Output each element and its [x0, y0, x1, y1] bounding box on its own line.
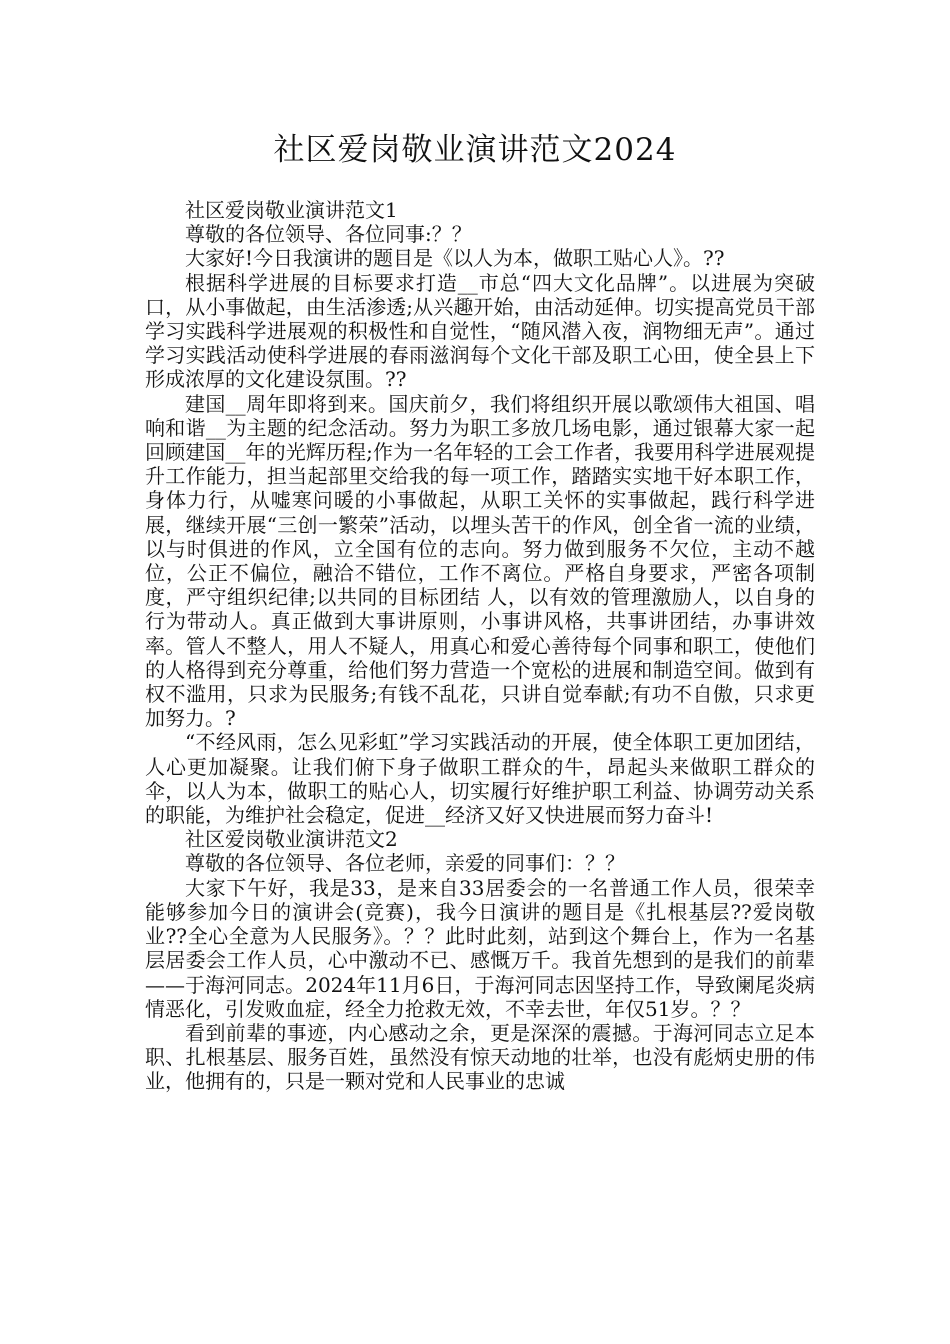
document-title: 社区爱岗敬业演讲范文2024 — [273, 132, 677, 168]
speech-2-heading: 社区爱岗敬业演讲范文2 — [185, 827, 398, 852]
speech-2-paragraph: 大家下午好，我是33，是来自33居委会的一名普通工作人员，很荣幸能够参加今日的演讲会(竞赛)，我今日演讲的题目是《扎根基层??爱岗敬业??全心全意为人民服务》。？？此时此刻，站到这个舞台上，作为一名基层居委会工作人员，心中激动不已、感慨万千。我首先想到的是我们的前辈——于海河同志。2024年11月6日，于海河同志因坚持工作，导致阑尾炎病情恶化，引发败血症，经全力抢救无效，不幸去世，年仅51岁。？？ — [145, 875, 815, 1021]
speech-2-salutation: 尊敬的各位领导、各位老师，亲爱的同事们：？？ — [185, 851, 625, 876]
speech-1-paragraph: 根据科学进展的目标要求打造__市总“四大文化品牌”。以进展为突破口，从小事做起，由生活渗透;从兴趣开始，由活动延伸。切实提高党员干部学习实践科学进展观的积极性和自觉性，“随风潜入夜，润物细无声”。通过学习实践活动使科学进展的春雨滋润每个文化干部及职工心田，使全县上下形成浓厚的文化建设氛围。?? — [145, 270, 815, 392]
speech-1-paragraph: 建国__周年即将到来。国庆前夕，我们将组织开展以歌颂伟大祖国、唱响和谐__为主题的纪念活动。努力为职工多放几场电影，通过银幕大家一起回顾建国__年的光辉历程;作为一名年轻的工会工作者，我要用科学进展观提升工作能力，担当起部里交给我的每一项工作，踏踏实实地干好本职工作，身体力行，从嘘寒问暖的小事做起，从职工关怀的实事做起，践行科学进展，继续开展“三创一繁荣”活动，以埋头苦干的作风，创全省一流的业绩，以与时俱进的作风，立全国有位的志向。努力做到服务不欠位，主动不越位，公正不偏位，融洽不错位，工作不离位。严格自身要求，严密各项制度，严守组织纪律;以共同的目标团结 人，以有效的管理激励人，以自身的行为带动人。真正做到大事讲原则，小事讲风格，共事讲团结，办事讲效率。管人不整人，用人不疑人，用真心和爱心善待每个同事和职工，使他们的人格得到充分尊重，给他们努力营造一个宽松的进展和制造空间。做到有权不滥用，只求为民服务;有钱不乱花，只讲自觉奉献;有功不自傲，只求更加努力。? — [145, 391, 815, 731]
document-body — [145, 198, 815, 1094]
speech-2-paragraph: 看到前辈的事迹，内心感动之余，更是深深的震撼。于海河同志立足本职、扎根基层、服务百姓，虽然没有惊天动地的壮举，也没有彪炳史册的伟业，他拥有的，只是一颗对党和人民事业的忠诚 — [145, 1020, 815, 1094]
speech-1-heading: 社区爱岗敬业演讲范文1 — [185, 198, 398, 222]
speech-1-paragraph: “不经风雨，怎么见彩虹”学习实践活动的开展，使全体职工更加团结，人心更加凝聚。让我们俯下身子做职工群众的牛，昂起头来做职工群众的伞，以人为本，做职工的贴心人，切实履行好维护职工利益、协调劳动关系的职能，为维护社会稳定，促进__经济又好又快进展而努力奋斗! — [145, 730, 815, 828]
speech-1-salutation: 尊敬的各位领导、各位同事:？？ — [185, 222, 472, 247]
speech-1-greeting: 大家好!今日我演讲的题目是《以人为本，做职工贴心人》。?? — [185, 246, 725, 271]
